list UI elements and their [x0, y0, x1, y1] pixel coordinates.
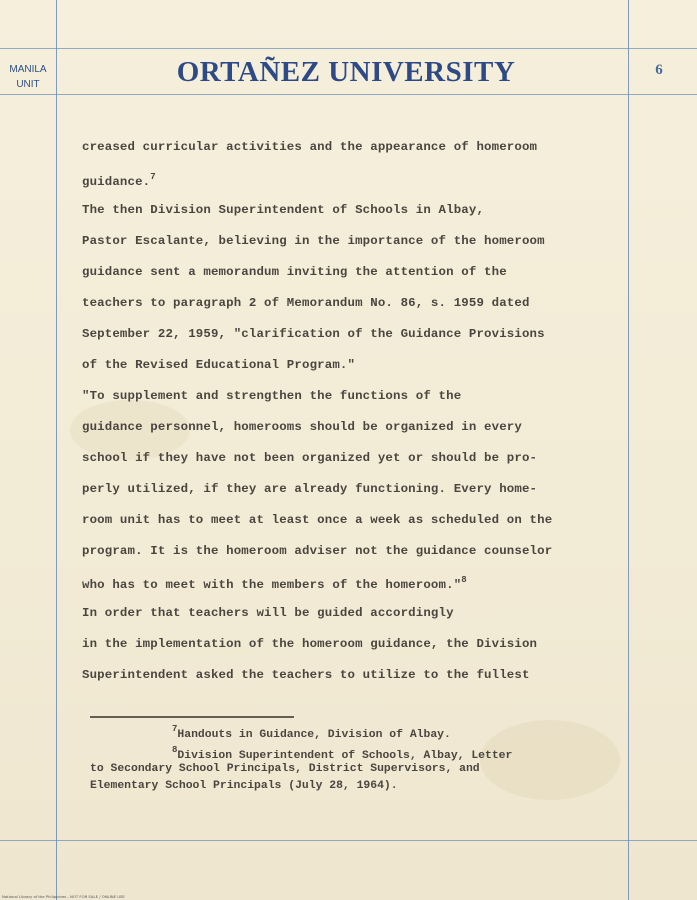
body-line: program. It is the homeroom adviser not the guidance counselor [82, 544, 553, 558]
footnote-7-text: Handouts in Guidance, Division of Albay. [177, 729, 451, 741]
body-line: In order that teachers will be guided accordingly [82, 606, 454, 620]
body-line [82, 172, 642, 189]
footnote-ref-7: 7 [150, 172, 156, 182]
left-margin-line [56, 0, 57, 900]
body-line: creased curricular activities and the appearance of homeroom [82, 140, 538, 154]
footnote-8 [172, 745, 512, 762]
footnote-8-marker: 8 [172, 745, 178, 755]
body-line: September 22, 1959, "clarification of the Guidance Provisions [82, 327, 545, 341]
page-number: 6 [655, 62, 663, 78]
unit-label [0, 62, 56, 92]
body-line [82, 575, 642, 592]
right-margin-line [628, 0, 629, 900]
footnote-rule [90, 716, 294, 718]
body-line: in the implementation of the homeroom guidance, the Division [82, 637, 538, 651]
body-line-text: guidance. [82, 175, 151, 189]
university-title: ORTAÑEZ UNIVERSITY [176, 56, 516, 88]
footnote-7 [172, 724, 451, 741]
footnote-7-marker: 7 [172, 724, 178, 734]
header-top-rule [0, 48, 697, 49]
bottom-rule [0, 840, 697, 841]
body-line: school if they have not been organized yet or should be pro- [82, 451, 538, 465]
body-line: perly utilized, if they are already functioning. Every home- [82, 482, 538, 496]
footnote-8-line2: to Secondary School Principals, District Supervisors, and [90, 763, 480, 775]
body-line: teachers to paragraph 2 of Memorandum No. 86, s. 1959 dated [82, 296, 530, 310]
footnote-ref-8: 8 [461, 575, 467, 585]
body-line: Pastor Escalante, believing in the importance of the homeroom [82, 234, 545, 248]
footnote-8-line1: Division Superintendent of Schools, Albay, Letter [177, 750, 513, 762]
body-line-text: who has to meet with the members of the homeroom." [82, 578, 462, 592]
body-line: room unit has to meet at least once a week as scheduled on the [82, 513, 553, 527]
body-line: guidance sent a memorandum inviting the attention of the [82, 265, 507, 279]
footnote-8-line3: Elementary School Principals (July 28, 1964). [90, 780, 398, 792]
body-line: Superintendent asked the teachers to utilize to the fullest [82, 668, 530, 682]
library-credit: National Library of the Philippines - NOT FOR SALE / ONLINE USE [2, 894, 125, 899]
unit-label-line2: UNIT [16, 79, 40, 90]
body-line: The then Division Superintendent of Schools in Albay, [82, 203, 485, 217]
unit-label-line1: MANILA [9, 64, 47, 75]
body-line: guidance personnel, homerooms should be organized in every [82, 420, 522, 434]
header-bottom-rule [0, 94, 697, 95]
body-line: "To supplement and strengthen the functions of the [82, 389, 462, 403]
body-line: of the Revised Educational Program." [82, 358, 356, 372]
